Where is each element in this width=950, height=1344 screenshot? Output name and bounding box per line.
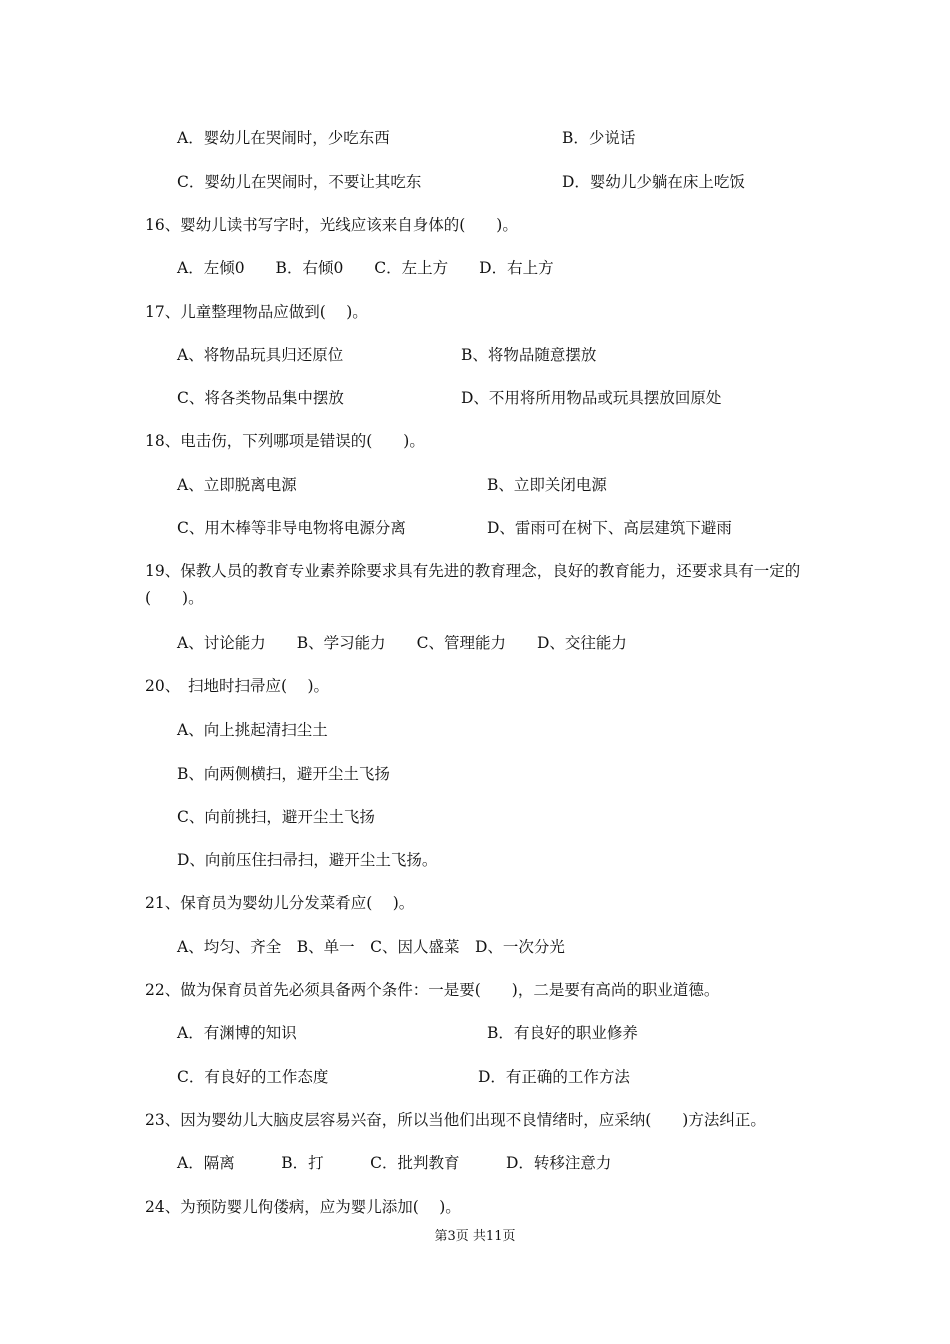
- option-text: D、不用将所用物品或玩具摆放回原处: [461, 389, 722, 407]
- option-text: D．有正确的工作方法: [478, 1068, 630, 1086]
- question-text: 17、儿童整理物品应做到( )。: [145, 303, 368, 321]
- option-text: A、向上挑起清扫尘土: [177, 721, 328, 739]
- option-text: B、将物品随意摆放: [461, 346, 597, 364]
- question-text: 22、做为保育员首先必须具备两个条件：一是要( )，二是要有高尚的职业道德。: [145, 981, 720, 999]
- question-text: 20、 扫地时扫帚应( )。: [145, 677, 329, 695]
- option-text: A．有渊博的知识: [177, 1024, 297, 1042]
- page-footer: 第3页 共11页: [434, 1229, 516, 1244]
- question-text: 24、为预防婴儿佝偻病，应为婴儿添加( )。: [145, 1198, 461, 1216]
- option-text: A．左倾0 B．右倾0 C．左上方 D．右上方: [177, 259, 554, 277]
- option-text: A、均匀、齐全 B、单一 C、因人盛菜 D、一次分光: [177, 938, 565, 956]
- option-text: A．隔离 B．打 C．批判教育 D．转移注意力: [177, 1154, 612, 1172]
- question-text: 23、因为婴幼儿大脑皮层容易兴奋，所以当他们出现不良情绪时，应采纳( )方法纠正。: [145, 1111, 766, 1129]
- option-text: B、向两侧横扫，避开尘土飞扬: [177, 765, 390, 783]
- option-text: C、用木棒等非导电物将电源分离: [177, 519, 406, 537]
- option-text: A、立即脱离电源: [177, 476, 297, 494]
- option-text: B．少说话: [562, 129, 636, 147]
- option-text: D．婴幼儿少躺在床上吃饭: [562, 173, 745, 191]
- option-text: A、将物品玩具归还原位: [177, 346, 344, 364]
- option-text: C．有良好的工作态度: [177, 1068, 329, 1086]
- option-text: B、立即关闭电源: [487, 476, 607, 494]
- question-text: 19、保教人员的教育专业素养除要求具有先进的教育理念，良好的教育能力，还要求具有一定的( )。: [145, 562, 801, 607]
- option-text: C、将各类物品集中摆放: [177, 389, 344, 407]
- option-text: B．有良好的职业修养: [487, 1024, 638, 1042]
- question-text: 18、电击伤，下列哪项是错误的( )。: [145, 432, 425, 450]
- option-text: A、讨论能力 B、学习能力 C、管理能力 D、交往能力: [177, 634, 627, 652]
- question-text: 16、婴幼儿读书写字时，光线应该来自身体的( )。: [145, 216, 518, 234]
- option-text: C、向前挑扫，避开尘土飞扬: [177, 808, 375, 826]
- option-text: A．婴幼儿在哭闹时，少吃东西: [177, 129, 390, 147]
- question-text: 21、保育员为婴幼儿分发菜肴应( )。: [145, 894, 415, 912]
- option-text: D、雷雨可在树下、高层建筑下避雨: [487, 519, 732, 537]
- option-text: C．婴幼儿在哭闹时，不要让其吃东: [177, 173, 422, 191]
- option-text: D、向前压住扫帚扫，避开尘土飞扬。: [177, 851, 438, 869]
